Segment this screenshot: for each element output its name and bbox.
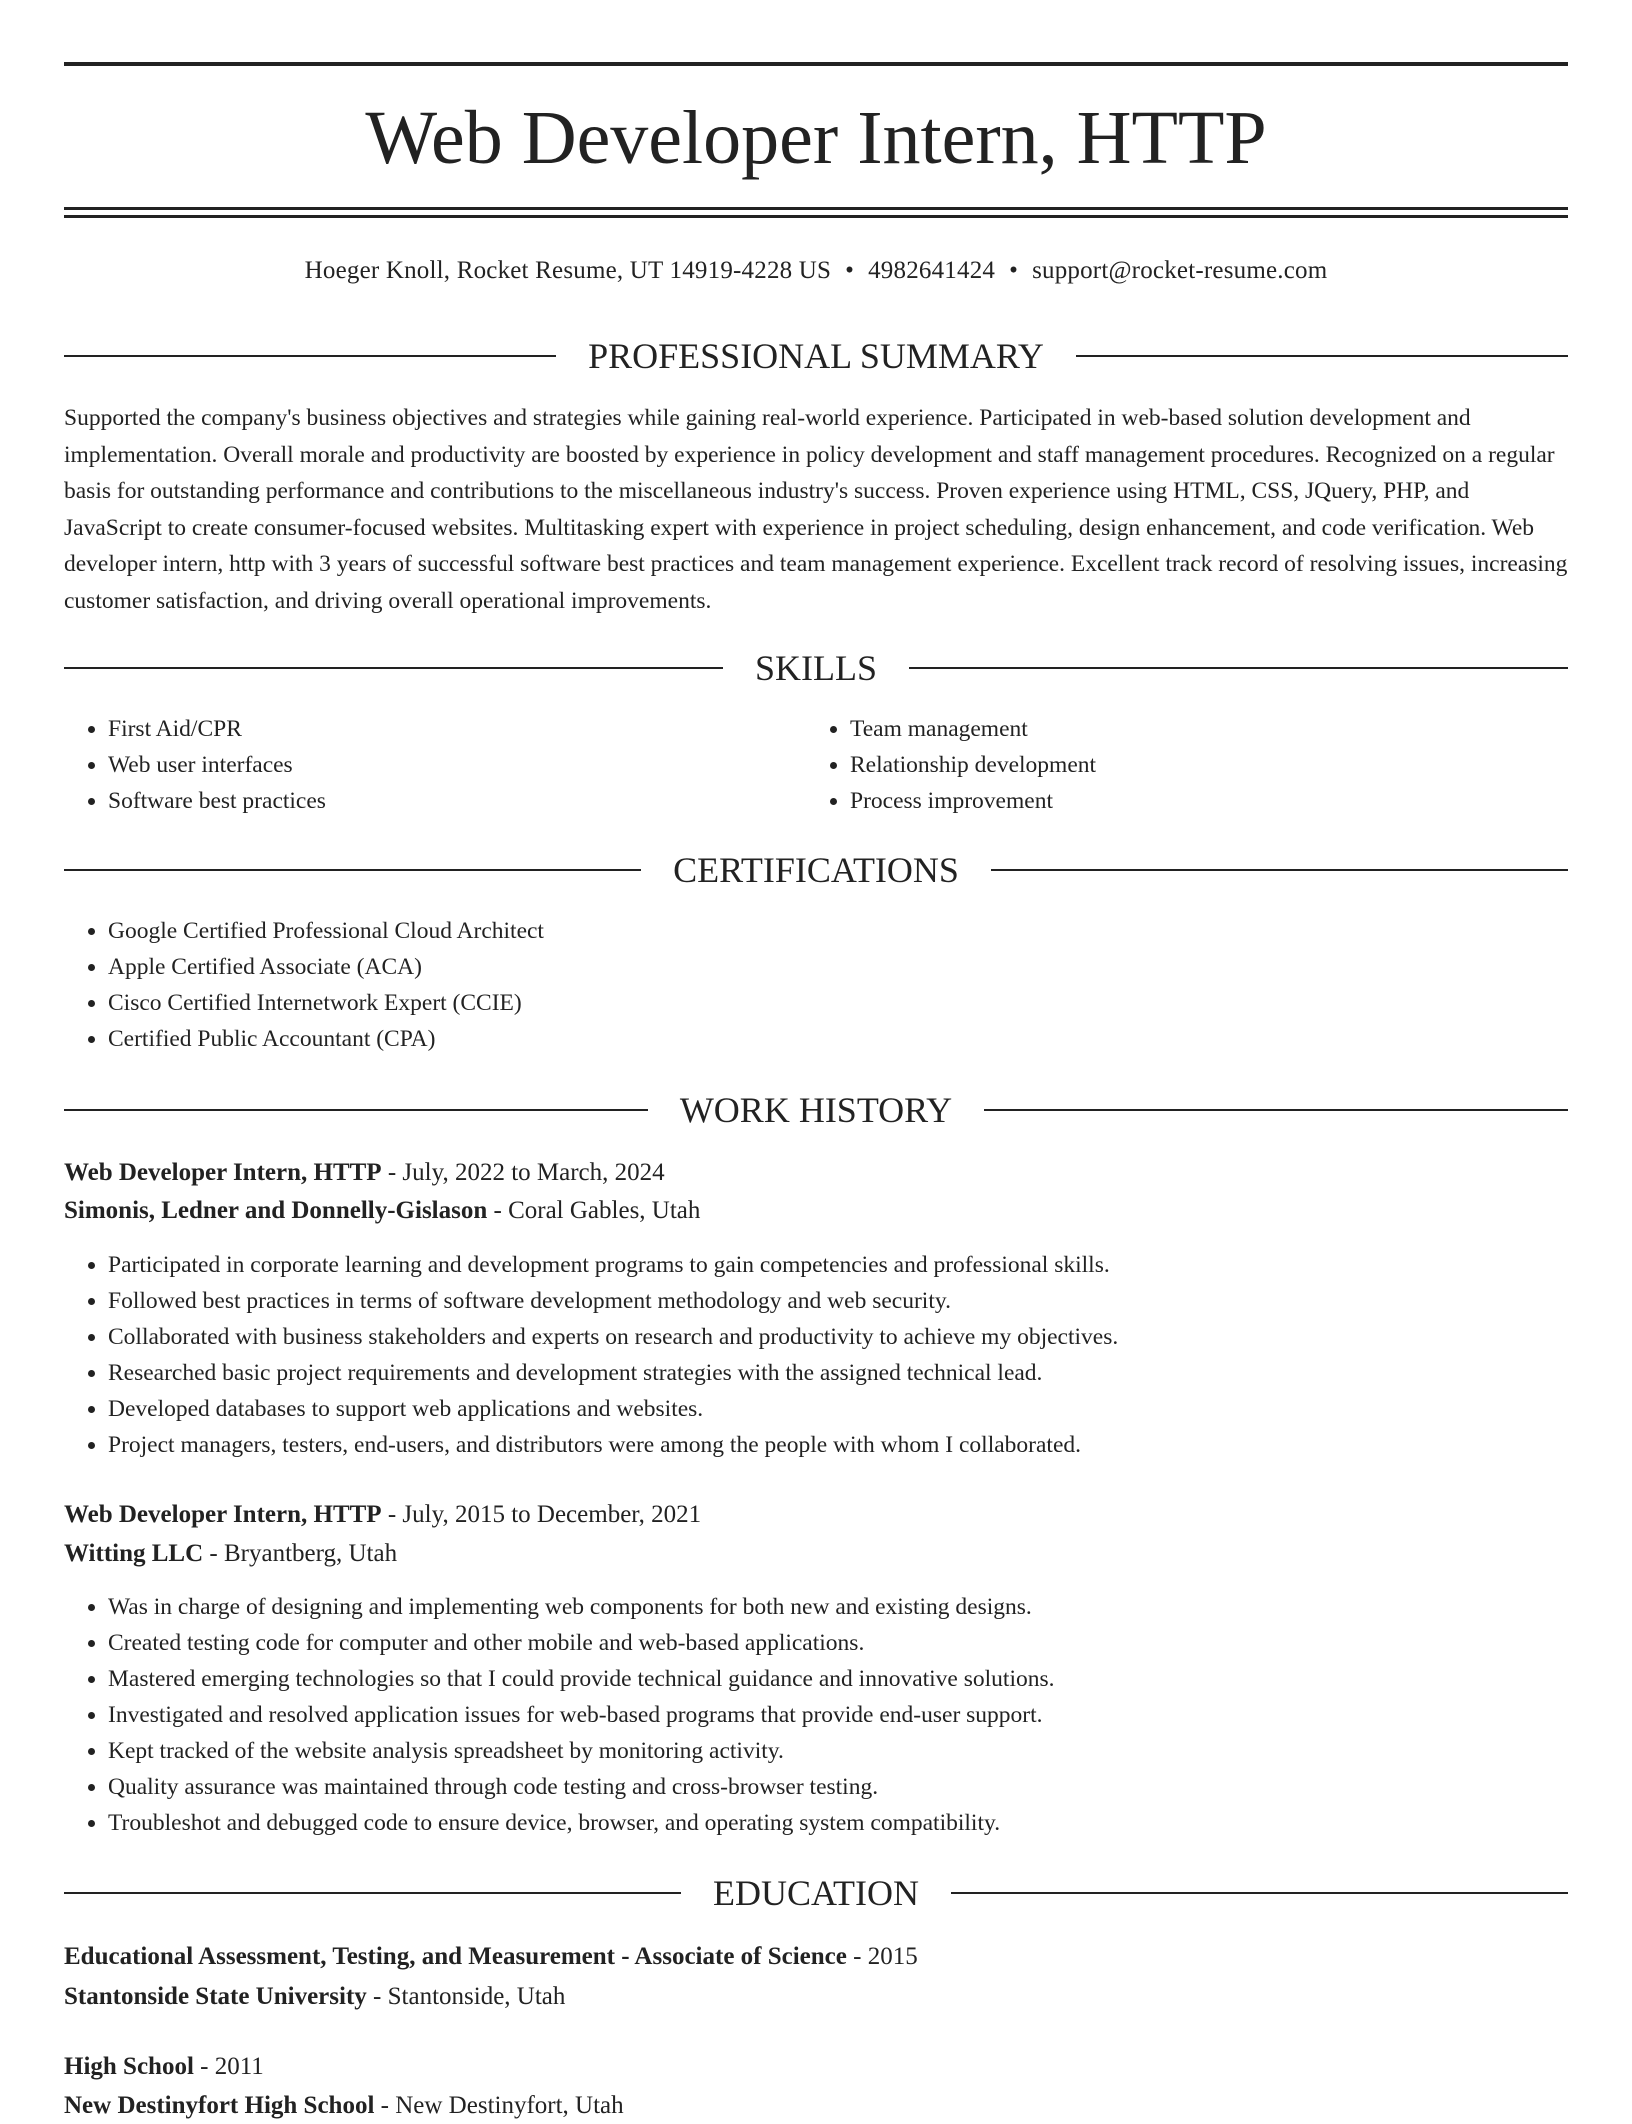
contact-email: support@rocket-resume.com bbox=[1032, 257, 1328, 284]
section-heading-work-history bbox=[64, 1088, 1568, 1132]
job-bullet: • Researched basic project requirements and development strategies with the assigned technical lead. bbox=[108, 1355, 1588, 1391]
skill-item: • Web user interfaces bbox=[108, 747, 808, 783]
heading-rule bbox=[1076, 355, 1568, 357]
skills-list-left bbox=[64, 711, 808, 819]
job-title: Web Developer Intern, HTTP bbox=[64, 1159, 382, 1186]
education-school: New Destinyfort High School bbox=[64, 2092, 375, 2119]
education-location: - Stantonside, Utah bbox=[366, 1983, 566, 2010]
job-title-line bbox=[64, 1497, 1568, 1533]
certification-item: • Google Certified Professional Cloud Architect bbox=[108, 913, 1508, 949]
heading-rule bbox=[64, 667, 723, 669]
job-bullet: • Followed best practices in terms of software development methodology and web security. bbox=[108, 1283, 1588, 1319]
skill-item: • Team management bbox=[850, 711, 1550, 747]
section-heading-skills bbox=[64, 646, 1568, 690]
education-year: - 2015 bbox=[846, 1943, 918, 1970]
contact-separator: • bbox=[1009, 257, 1019, 284]
section-heading-certifications bbox=[64, 848, 1568, 892]
section-heading-label: WORK HISTORY bbox=[679, 1090, 953, 1130]
contact-line bbox=[64, 254, 1568, 288]
job-bullet: • Kept tracked of the website analysis spreadsheet by monitoring activity. bbox=[108, 1733, 1588, 1769]
skill-item: • Relationship development bbox=[850, 747, 1550, 783]
section-heading-label: SKILLS bbox=[755, 648, 878, 688]
education-school-line bbox=[64, 2088, 1568, 2124]
education-degree: Educational Assessment, Testing, and Measurement - Associate of Science bbox=[64, 1943, 847, 1970]
heading-rule bbox=[909, 667, 1568, 669]
job-location: - Coral Gables, Utah bbox=[487, 1197, 701, 1224]
contact-phone: 4982641424 bbox=[868, 257, 996, 284]
certifications-list bbox=[64, 913, 1508, 1057]
heading-rule bbox=[64, 869, 641, 871]
job-bullet: • Mastered emerging technologies so that I could provide technical guidance and innovative solutions. bbox=[108, 1661, 1588, 1697]
skill-item: • First Aid/CPR bbox=[108, 711, 808, 747]
certification-item: • Cisco Certified Internetwork Expert (CCIE) bbox=[108, 985, 1508, 1021]
job-bullets bbox=[64, 1589, 1588, 1841]
job-title: Web Developer Intern, HTTP bbox=[64, 1501, 382, 1528]
job-title-line bbox=[64, 1155, 1568, 1191]
job-dates: - July, 2015 to December, 2021 bbox=[381, 1501, 702, 1528]
education-location: - New Destinyfort, Utah bbox=[374, 2092, 624, 2119]
section-heading-summary bbox=[64, 334, 1568, 378]
education-degree: High School bbox=[64, 2053, 194, 2080]
education-year: - 2011 bbox=[193, 2053, 264, 2080]
skill-item: • Process improvement bbox=[850, 783, 1550, 819]
section-heading-label: CERTIFICATIONS bbox=[673, 850, 959, 890]
job-dates: - July, 2022 to March, 2024 bbox=[381, 1159, 665, 1186]
heading-rule bbox=[991, 869, 1568, 871]
job-bullet: • Participated in corporate learning and development programs to gain competencies and professional skills. bbox=[108, 1247, 1588, 1283]
job-bullet: • Collaborated with business stakeholders and experts on research and productivity to achieve my objectives. bbox=[108, 1319, 1588, 1355]
job-company: Simonis, Ledner and Donnelly-Gislason bbox=[64, 1197, 488, 1224]
contact-separator: • bbox=[845, 257, 855, 284]
job-bullet: • Investigated and resolved application issues for web-based programs that provide end-user support. bbox=[108, 1697, 1588, 1733]
job-bullet: • Developed databases to support web applications and websites. bbox=[108, 1391, 1588, 1427]
education-school-line bbox=[64, 1979, 1568, 2015]
heading-rule bbox=[984, 1109, 1568, 1111]
heading-rule bbox=[951, 1892, 1568, 1894]
job-bullet: • Created testing code for computer and other mobile and web-based applications. bbox=[108, 1625, 1588, 1661]
heading-rule bbox=[64, 1109, 648, 1111]
certification-item: • Apple Certified Associate (ACA) bbox=[108, 949, 1508, 985]
job-bullet: • Was in charge of designing and implementing web components for both new and existing designs. bbox=[108, 1589, 1588, 1625]
job-bullet: • Quality assurance was maintained through code testing and cross-browser testing. bbox=[108, 1769, 1588, 1805]
heading-rule bbox=[64, 1892, 681, 1894]
job-bullet: • Project managers, testers, end-users, and distributors were among the people with whom I collaborated. bbox=[108, 1427, 1588, 1463]
top-rule bbox=[64, 62, 1568, 66]
education-school: Stantonside State University bbox=[64, 1983, 367, 2010]
job-bullet: • Troubleshot and debugged code to ensure device, browser, and operating system compatibility. bbox=[108, 1805, 1588, 1841]
heading-rule bbox=[64, 355, 556, 357]
resume-title: Web Developer Intern, HTTP bbox=[365, 96, 1267, 180]
title-underline-upper bbox=[64, 207, 1568, 210]
job-location: - Bryantberg, Utah bbox=[203, 1540, 398, 1567]
contact-address: Hoeger Knoll, Rocket Resume, UT 14919-4228 US bbox=[304, 257, 832, 284]
section-heading-label: PROFESSIONAL SUMMARY bbox=[588, 336, 1044, 376]
skill-item: • Software best practices bbox=[108, 783, 808, 819]
job-company-line bbox=[64, 1536, 1568, 1572]
job-company: Witting LLC bbox=[64, 1540, 204, 1567]
certification-item: • Certified Public Accountant (CPA) bbox=[108, 1021, 1508, 1057]
job-bullets bbox=[64, 1247, 1588, 1463]
section-heading-label: EDUCATION bbox=[713, 1873, 919, 1913]
summary-text: Supported the company's business objectives and strategies while gaining real-world experience. Participated in web-based solution development and implementation. Overall morale and productivity are boosted by experience in policy development and staff management procedures. Recognized on a regular basis for outstanding performance and contributions to the miscellaneous industry's success. Proven experience using HTML, CSS, JQuery, PHP, and JavaScript to create consumer-focused websites. Multitasking expert with experience in project scheduling, design enhancement, and code verification. Web developer intern, http with 3 years of successful software best practices and team management experience. Excellent track record of resolving issues, increasing customer satisfaction, and driving overall operational improvements. bbox=[64, 405, 1568, 614]
job-company-line bbox=[64, 1193, 1568, 1229]
education-degree-line bbox=[64, 2049, 1568, 2085]
skills-list-right bbox=[806, 711, 1550, 819]
education-degree-line bbox=[64, 1939, 1568, 1975]
section-heading-education bbox=[64, 1871, 1568, 1915]
title-underline-lower bbox=[64, 215, 1568, 218]
